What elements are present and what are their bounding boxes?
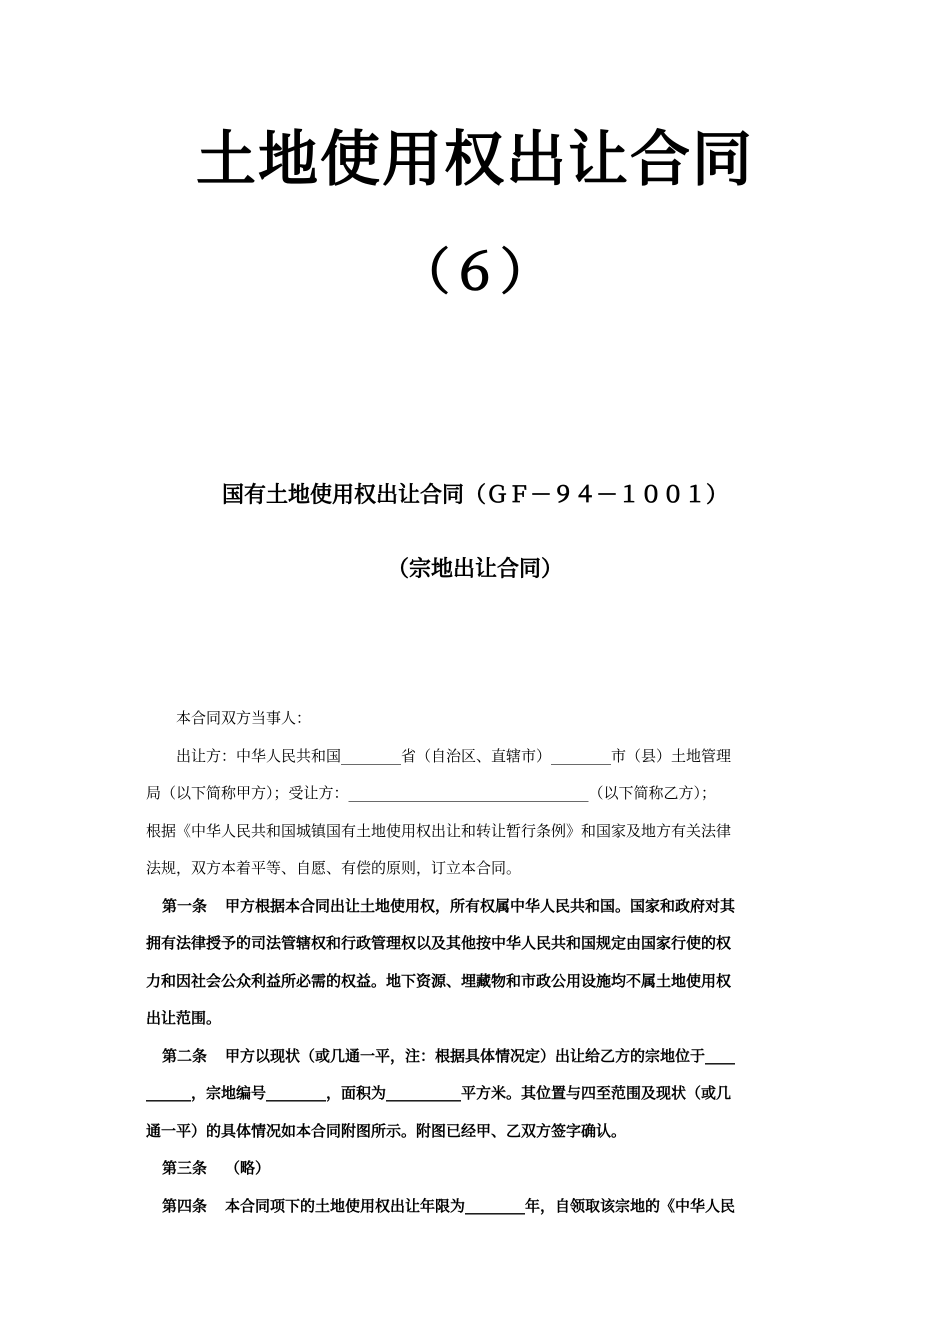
article-2-label: 第二条 bbox=[162, 1046, 208, 1065]
party-line-3: 根据《中华人民共和国城镇国有土地使用权出让和转让暂行条例》和国家及地方有关法律 bbox=[146, 821, 732, 840]
contract-body bbox=[146, 700, 806, 1225]
article-2-text: 甲方以现状（或几通一平，注：根据具体情况定）出让给乙方的宗地位于____ bbox=[225, 1046, 736, 1065]
article-1-line-4: 出让范围。 bbox=[146, 1009, 222, 1027]
article-2-line-1 bbox=[146, 1038, 806, 1076]
article-3-line bbox=[146, 1150, 806, 1188]
article-3-text: （略） bbox=[225, 1159, 271, 1177]
article-1-line-1 bbox=[146, 888, 806, 926]
party-line-4: 法规，双方本着平等、自愿、有偿的原则，订立本合同。 bbox=[146, 859, 522, 877]
article-4-text: 本合同项下的土地使用权出让年限为________年，自领取该宗地的《中华人民 bbox=[225, 1196, 736, 1215]
article-1-text: 甲方根据本合同出让土地使用权，所有权属中华人民共和国。国家和政府对其 bbox=[225, 896, 736, 915]
document-title: 土地使用权出让合同 bbox=[196, 125, 754, 195]
article-1-line-2: 拥有法律授予的司法管辖权和行政管理权以及其他按中华人民共和国规定由国家行使的权 bbox=[146, 934, 732, 952]
intro-line: 本合同双方当事人： bbox=[176, 709, 312, 727]
party-line-2: 局（以下简称甲方）；受让方：________________________________（以下简称乙方）； bbox=[146, 784, 717, 802]
article-4-line bbox=[146, 1188, 806, 1226]
article-1-line-3: 力和因社会公众利益所必需的权益。地下资源、埋藏物和市政公用设施均不属土地使用权 bbox=[146, 971, 732, 990]
article-4-label: 第四条 bbox=[162, 1196, 208, 1215]
document-subtitle: 国有土地使用权出让合同（ＧＦ－９４－１００１） bbox=[221, 482, 728, 508]
document-number: （６） bbox=[400, 242, 550, 301]
document-subtitle-secondary: （宗地出让合同） bbox=[386, 556, 563, 582]
article-2-line-3: 通一平）的具体情况如本合同附图所示。附图已经甲、乙双方签字确认。 bbox=[146, 1121, 627, 1140]
party-line-1: 出让方：中华人民共和国________省（自治区、直辖市）________市（县）土地管理 bbox=[176, 746, 732, 765]
article-3-label: 第三条 bbox=[162, 1159, 208, 1177]
article-1-label: 第一条 bbox=[162, 896, 208, 915]
article-2-line-2: ______，宗地编号________，面积为__________平方米。其位置与四至范围及现状（或几 bbox=[146, 1084, 732, 1102]
